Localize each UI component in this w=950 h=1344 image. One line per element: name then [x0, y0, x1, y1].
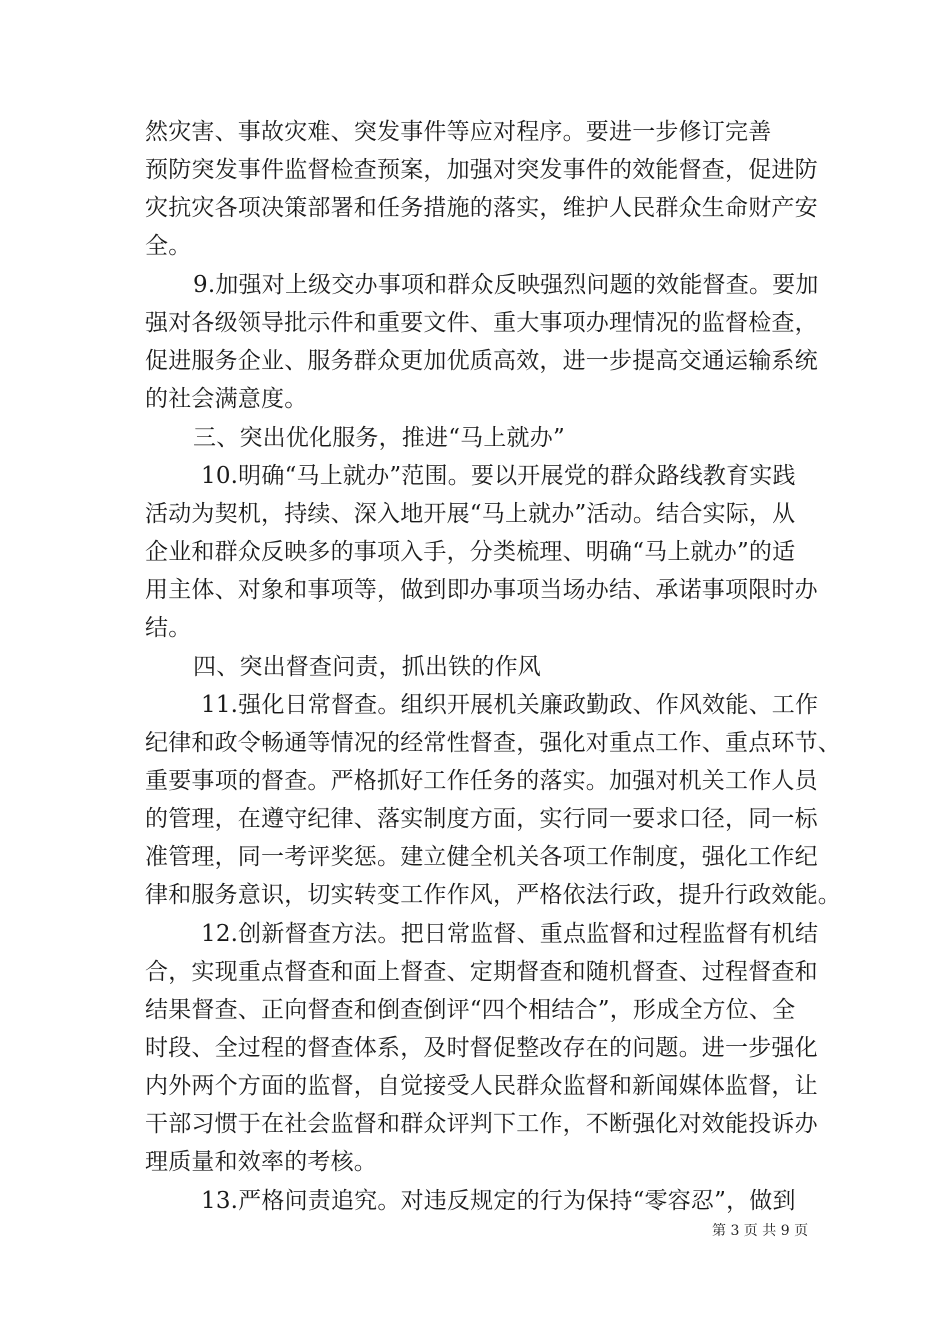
text-line: 活动为契机，持续、深入地开展“马上就办”活动。结合实际，从: [145, 501, 796, 527]
text-line: 的管理，在遵守纪律、落实制度方面，实行同一要求口径，同一标: [145, 806, 818, 832]
text-line: 用主体、对象和事项等，做到即办事项当场办结、承诺事项限时办: [145, 577, 818, 603]
text-line: 重要事项的督查。严格抓好工作任务的落实。加强对机关工作人员: [145, 768, 818, 794]
text-line: 灾抗灾各项决策部署和任务措施的落实，维护人民群众生命财产安: [145, 195, 818, 221]
page-number-footer: 第 3 页 共 9 页: [712, 1223, 809, 1239]
paragraph-13-start: 13.严格问责追究。对违反规定的行为保持“零容忍”，做到: [201, 1188, 796, 1214]
text-line: 内外两个方面的监督，自觉接受人民群众监督和新闻媒体监督，让: [145, 1073, 818, 1099]
section-heading-4: 四、突出督查问责，抓出铁的作风: [193, 654, 541, 680]
text-line: 合，实现重点督查和面上督查、定期督查和随机督查、过程督查和: [145, 959, 818, 985]
text-line: 时段、全过程的督查体系，及时督促整改存在的问题。进一步强化: [145, 1035, 818, 1061]
paragraph-9-start: 9.加强对上级交办事项和群众反映强烈问题的效能督查。要加: [193, 272, 819, 298]
paragraph-10-start: 10.明确“马上就办”范围。要以开展党的群众路线教育实践: [201, 463, 796, 489]
text-line: 纪律和政令畅通等情况的经常性督查，强化对重点工作、重点环节、: [145, 730, 841, 756]
text-line: 然灾害、事故灾难、突发事件等应对程序。要进一步修订完善: [145, 119, 772, 145]
paragraph-12-start: 12.创新督查方法。把日常监督、重点监督和过程监督有机结: [201, 921, 819, 947]
text-line: 结果督查、正向督查和倒查倒评“四个相结合”，形成全方位、全: [145, 997, 796, 1023]
text-line: 全。: [145, 233, 192, 259]
text-line: 强对各级领导批示件和重要文件、重大事项办理情况的监督检查，: [145, 310, 818, 336]
text-line: 干部习惯于在社会监督和群众评判下工作，不断强化对效能投诉办: [145, 1111, 818, 1137]
text-line: 理质量和效率的考核。: [145, 1149, 377, 1175]
text-line: 的社会满意度。: [145, 386, 308, 412]
text-line: 企业和群众反映多的事项入手，分类梳理、明确“马上就办”的适: [145, 539, 796, 565]
text-line: 促进服务企业、服务群众更加优质高效，进一步提高交通运输系统: [145, 348, 818, 374]
text-line: 准管理，同一考评奖惩。建立健全机关各项工作制度，强化工作纪: [145, 844, 818, 870]
text-line: 预防突发事件监督检查预案，加强对突发事件的效能督查，促进防: [145, 157, 818, 183]
paragraph-11-start: 11.强化日常督查。组织开展机关廉政勤政、作风效能、工作: [201, 692, 819, 718]
text-line: 结。: [145, 615, 192, 641]
section-heading-3: 三、突出优化服务，推进“马上就办”: [193, 425, 565, 451]
text-line: 律和服务意识，切实转变工作作风，严格依法行政，提升行政效能。: [145, 882, 841, 908]
